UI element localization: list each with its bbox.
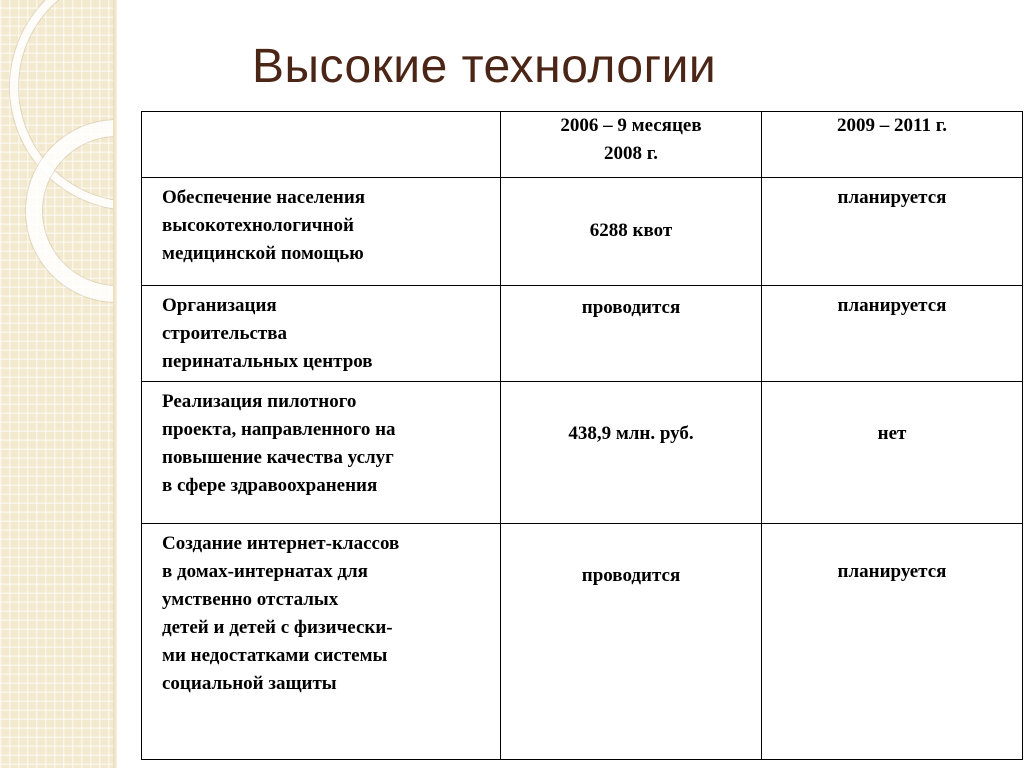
row-value-2009-2011: планируется — [762, 524, 1023, 760]
table-row — [142, 178, 1023, 286]
decorative-side-panel — [0, 0, 113, 768]
table-row — [142, 382, 1023, 524]
row-item-cell: Организация строительства перинатальных центров — [142, 286, 501, 382]
row-value-2006-2008: 438,9 млн. руб. — [501, 382, 762, 524]
technology-table — [141, 111, 1023, 760]
row-value-2006-2008: проводится — [501, 524, 762, 760]
row-value-2006-2008: проводится — [501, 286, 762, 382]
row-value-2009-2011: нет — [762, 382, 1023, 524]
header-cell-2006-2008: 2006 – 9 месяцев 2008 г. — [501, 112, 762, 178]
row-value-2006-2008: 6288 квот — [501, 178, 762, 286]
row-item-cell: Создание интернет-классов в домах-интернатах для умственно отсталых детей и детей с физически- ми недостатками системы социальной защиты — [142, 524, 501, 760]
table-header-row — [142, 112, 1023, 178]
side-panel-divider — [113, 0, 117, 768]
header-cell-2009-2011: 2009 – 2011 г. — [762, 112, 1023, 178]
row-value-2009-2011: планируется — [762, 286, 1023, 382]
row-item-cell: Реализация пилотного проекта, направленного на повышение качества услуг в сфере здравоохранения — [142, 382, 501, 524]
table-row — [142, 524, 1023, 760]
slide-title: Высокие технологии — [252, 40, 717, 93]
row-item-cell: Обеспечение населения высокотехнологичной медицинской помощью — [142, 178, 501, 286]
table-row — [142, 286, 1023, 382]
row-value-2009-2011: планируется — [762, 178, 1023, 286]
header-cell-empty — [142, 112, 501, 178]
